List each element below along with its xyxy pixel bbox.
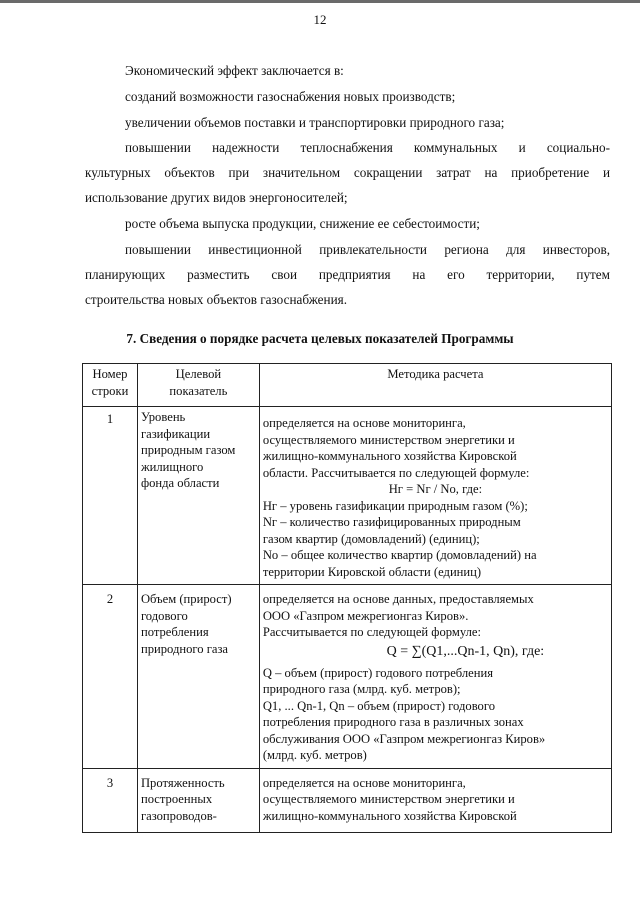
intro-item-1: созданий возможности газоснабжения новых производств; (125, 89, 456, 104)
method-line: Nо – общее количество квартир (домовладений) на (262, 548, 537, 562)
method-line: потребления природного газа в различных зонах (262, 715, 524, 729)
section-heading: 7. Сведения о порядке расчета целевых показателей Программы (126, 331, 514, 346)
indicator-line: фонда области (140, 476, 220, 490)
method-line: жилищно-коммунального хозяйства Кировской (262, 449, 517, 463)
indicator-line: газификации (140, 426, 211, 441)
method-line: определяется на основе мониторинга, (262, 416, 466, 430)
table-row (83, 585, 612, 769)
header-row-number-line1: Номер (92, 367, 128, 381)
method-line: газом квартир (домовладений) (единиц); (262, 531, 480, 546)
method-line: Q – объем (прирост) годового потребления (262, 665, 494, 680)
row-method (259, 585, 611, 769)
method-line: области. Рассчитывается по следующей формуле: (262, 465, 530, 480)
row-method (259, 407, 611, 585)
method-line: Q1, ... Qn-1, Qn – объем (прирост) годового (262, 698, 495, 713)
table-header-row (83, 364, 612, 407)
top-edge-line (0, 0, 640, 3)
indicator-line: построенных (140, 792, 213, 806)
intro-item-3-line2: культурных объектов при значительном сокращении затрат на приобретение и (85, 165, 610, 180)
method-line: определяется на основе мониторинга, (262, 775, 466, 790)
intro-item-3-line1: повышении надежности теплоснабжения коммунальных и социально- (125, 140, 610, 155)
method-line: территории Кировской области (единиц) (262, 564, 482, 579)
method-line: определяется на основе данных, предоставляемых (262, 592, 534, 606)
indicator-line: газопроводов- (140, 808, 217, 823)
method-line: обслуживания ООО «Газпром межрегионгаз Киров» (262, 731, 546, 746)
page-number: 12 (313, 12, 327, 27)
row-number: 3 (83, 768, 138, 833)
indicator-line: природным газом (140, 443, 236, 457)
method-line: жилищно-коммунального хозяйства Кировской (262, 808, 517, 823)
calculation-method-table (82, 363, 612, 833)
row-number: 1 (83, 407, 138, 585)
indicator-line: Уровень (140, 410, 186, 424)
indicator-line: Объем (прирост) (140, 592, 232, 606)
method-line: Nг – количество газифицированных природным (262, 515, 521, 529)
intro-item-2: увеличении объемов поставки и транспортировки природного газа; (125, 115, 505, 130)
indicator-line: природного газа (140, 641, 229, 656)
intro-item-5-line2: планирующих разместить свои предприятия на его территории, путем (85, 267, 610, 282)
method-line: Нг – уровень газификации природным газом (%); (262, 498, 528, 513)
header-indicator-line2: показатель (169, 383, 228, 398)
row-method (259, 768, 611, 833)
method-line: природного газа (млрд. куб. метров); (262, 682, 461, 696)
intro-item-5-line3: строительства новых объектов газоснабжения. (85, 292, 347, 307)
indicator-line: потребления (140, 625, 209, 639)
method-line: осуществляемого министерством энергетики и (262, 432, 515, 447)
header-row-number (83, 364, 138, 407)
method-line: Рассчитывается по следующей формуле: (262, 625, 481, 639)
formula: Нг = Nг / Nо, где: (388, 482, 483, 496)
table-row (83, 768, 612, 833)
row-indicator (137, 768, 259, 833)
method-line: (млрд. куб. метров) (262, 748, 367, 762)
intro-item-3-line3: использование других видов энергоносителей; (85, 190, 348, 205)
row-indicator (137, 407, 259, 585)
indicator-line: годового (140, 608, 188, 623)
method-line: ООО «Газпром межрегионгаз Киров». (262, 608, 469, 623)
table-row (83, 407, 612, 585)
formula: Q = ∑(Q1,...Qn-1, Qn), где: (386, 643, 545, 659)
header-indicator-line1: Целевой (175, 367, 222, 381)
header-row-number-line2: строки (91, 383, 129, 398)
header-indicator (137, 364, 259, 407)
indicator-line: Протяженность (140, 775, 225, 790)
method-line: осуществляемого министерством энергетики и (262, 792, 515, 806)
indicator-line: жилищного (140, 459, 204, 474)
intro-item-4: росте объема выпуска продукции, снижение ее себестоимости; (125, 216, 480, 231)
row-indicator (137, 585, 259, 769)
intro-title: Экономический эффект заключается в: (125, 63, 344, 78)
header-method: Методика расчета (259, 364, 611, 407)
intro-item-5-line1: повышении инвестиционной привлекательности региона для инвесторов, (125, 242, 610, 257)
row-number: 2 (83, 585, 138, 769)
